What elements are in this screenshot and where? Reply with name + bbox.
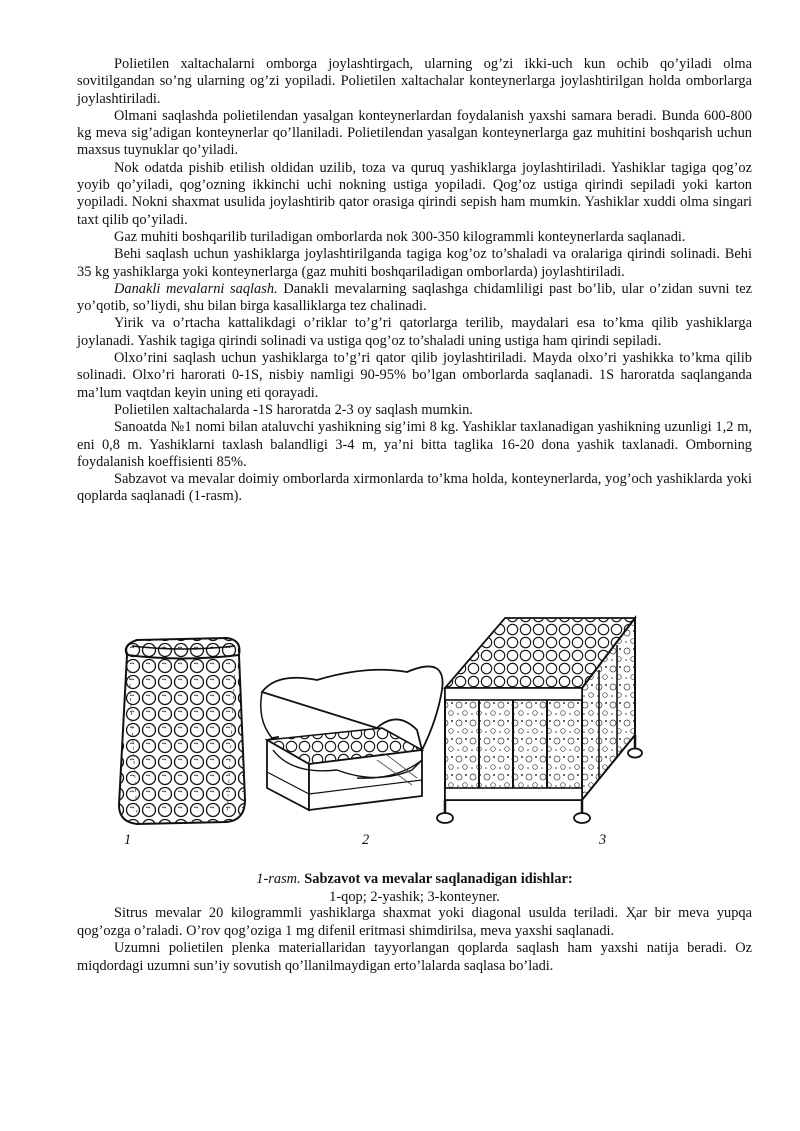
figure-label-3: 3 [599, 832, 607, 848]
paragraph: Uzumni polietilen plenka materiallaridan tayyorlangan qoplarda saqlash ham yaxshi natija beradi. Oz miqdordagi uzumni sun’iy sovutish qo’llanilmaydigan erto’lalarda saqlasa bo’ladi. [77, 940, 752, 974]
figure-label-2: 2 [362, 832, 370, 848]
sack-illustration [119, 638, 245, 824]
paragraph-text: Danakli mevalarning saqlashga chidamliligi past bo’lib, ular o’zidan suvni tez yo’qotib, so’liydi, shu bilan birga kasalliklarga tez chalinadi. [77, 280, 752, 315]
figure-caption [77, 870, 752, 906]
paragraph: Nok odatda pishib etilish oldidan uzilib, toza va quruq yashiklarga joylashtiriladi. Yashiklar tagiga qog’oz yoyib qo’yiladi, qog’ozning ikkinchi uchi nokning ustiga yopiladi. Qog’oz ustiga qirindi sepiladi yoki karton yopiladi. Nokni shaxmat usulida joylashtirib qator orasiga qirindi sepish ham mumkin. Yashiklar xuddi olma singari taxt qilib qo’yiladi. [77, 159, 752, 228]
paragraph: Sanoatda №1 nomi bilan ataluvchi yashikning sig’imi 8 kg. Yashiklar taxlanadigan yashikning uzunligi 1,2 m, eni 0,8 m. Yashiklarni taxlash balandligi 3-4 m, ya’ni bitta taglika 16-20 dona yashik taxlanadi. Omborning foydalanish koeffisienti 85%. [77, 419, 752, 470]
paragraph: Yirik va o’rtacha kattalikdagi o’riklar to’g’ri qatorlarga terilib, maydalari esa to’kma qilib yashiklarga joylanadi. Yashik tagiga qirindi solinadi va ustiga qog’oz to’shaladi uning ustiga ham qirindi sepiladi. [77, 315, 752, 349]
paragraph: Behi saqlash uchun yashiklarga joylashtirilganda tagiga kog’oz to’shaladi va oralariga qirindi solinadi. Behi 35 kg yashiklarga yoki konteynerlarga (gaz muhiti boshqariladigan omborlarda) joylashtiriladi. [77, 246, 752, 280]
paragraph: Sabzavot va mevalar doimiy omborlarda xirmonlarda to’kma holda, konteynerlarda, yog’och yashiklarda yoki qoplarda saqlanadi (1-rasm). [77, 471, 752, 505]
paragraph: Polietilen xaltachalarda -1S haroratda 2-3 oy saqlash mumkin. [114, 401, 473, 418]
paragraph: Olxo’rini saqlash uchun yashiklarga to’g’ri qator qilib joylashtiriladi. Mayda olxo’ri yashikka to’kma qilib solinadi. Olxo’ri harorati 0-1S, nisbiy namligi 90-95% bo’lgan omborlarda saqlanadi. 1S haroratda saqlanganda ma’lum vaqtdan keyin uning eti qorayadi. [77, 350, 752, 401]
paragraph [77, 281, 752, 316]
body-text-continued [77, 905, 752, 975]
paragraph: Polietilen xaltachalarni omborga joylashtirgach, ularning og’zi ikki-uch kun ochib qo’yiladi olma sovitilgandan so’ng ularning og’zi yopiladi. Polietilen xaltachalar konteynerlarga joylashtirilgan holda omborlarga joylashtiriladi. [77, 56, 752, 107]
figure-label-1: 1 [124, 832, 132, 848]
caption-subtitle: 1-qop; 2-yashik; 3-konteyner. [329, 889, 500, 905]
section-heading: Danakli mevalarni saqlash. [114, 280, 278, 297]
paragraph: Olmani saqlashda polietilendan yasalgan konteynerlardan foydalanish yaxshi samara beradi. Bunda 600-800 kg meva sig’adigan konteynerlar qo’llaniladi. Polietilendan yasalgan konteynerlarga gaz muhitini boshqarish uchun maxsus tuynuklar qo’yiladi. [77, 107, 752, 159]
figure-illustration [77, 610, 752, 860]
paragraph: Gaz muhiti boshqarilib turiladigan omborlarda nok 300-350 kilogrammli konteynerlarda saqlanadi. [114, 228, 686, 245]
box-illustration [261, 666, 443, 810]
caption-label: 1-rasm. [256, 871, 301, 887]
paragraph: Sitrus mevalar 20 kilogrammli yashiklarga shaxmat yoki diagonal usulda teriladi. Ҳar bir meva yupqa qog’ozga o’raladi. O’rov qog’oziga 1 mg difenil eritmasi shimdirilsa, meva yaxshi saqlanadi. [77, 905, 752, 939]
body-text [77, 56, 752, 506]
container-illustration [437, 618, 642, 823]
figure-storage-containers [77, 610, 752, 860]
caption-title: Sabzavot va mevalar saqlanadigan idishlar: [304, 871, 573, 887]
